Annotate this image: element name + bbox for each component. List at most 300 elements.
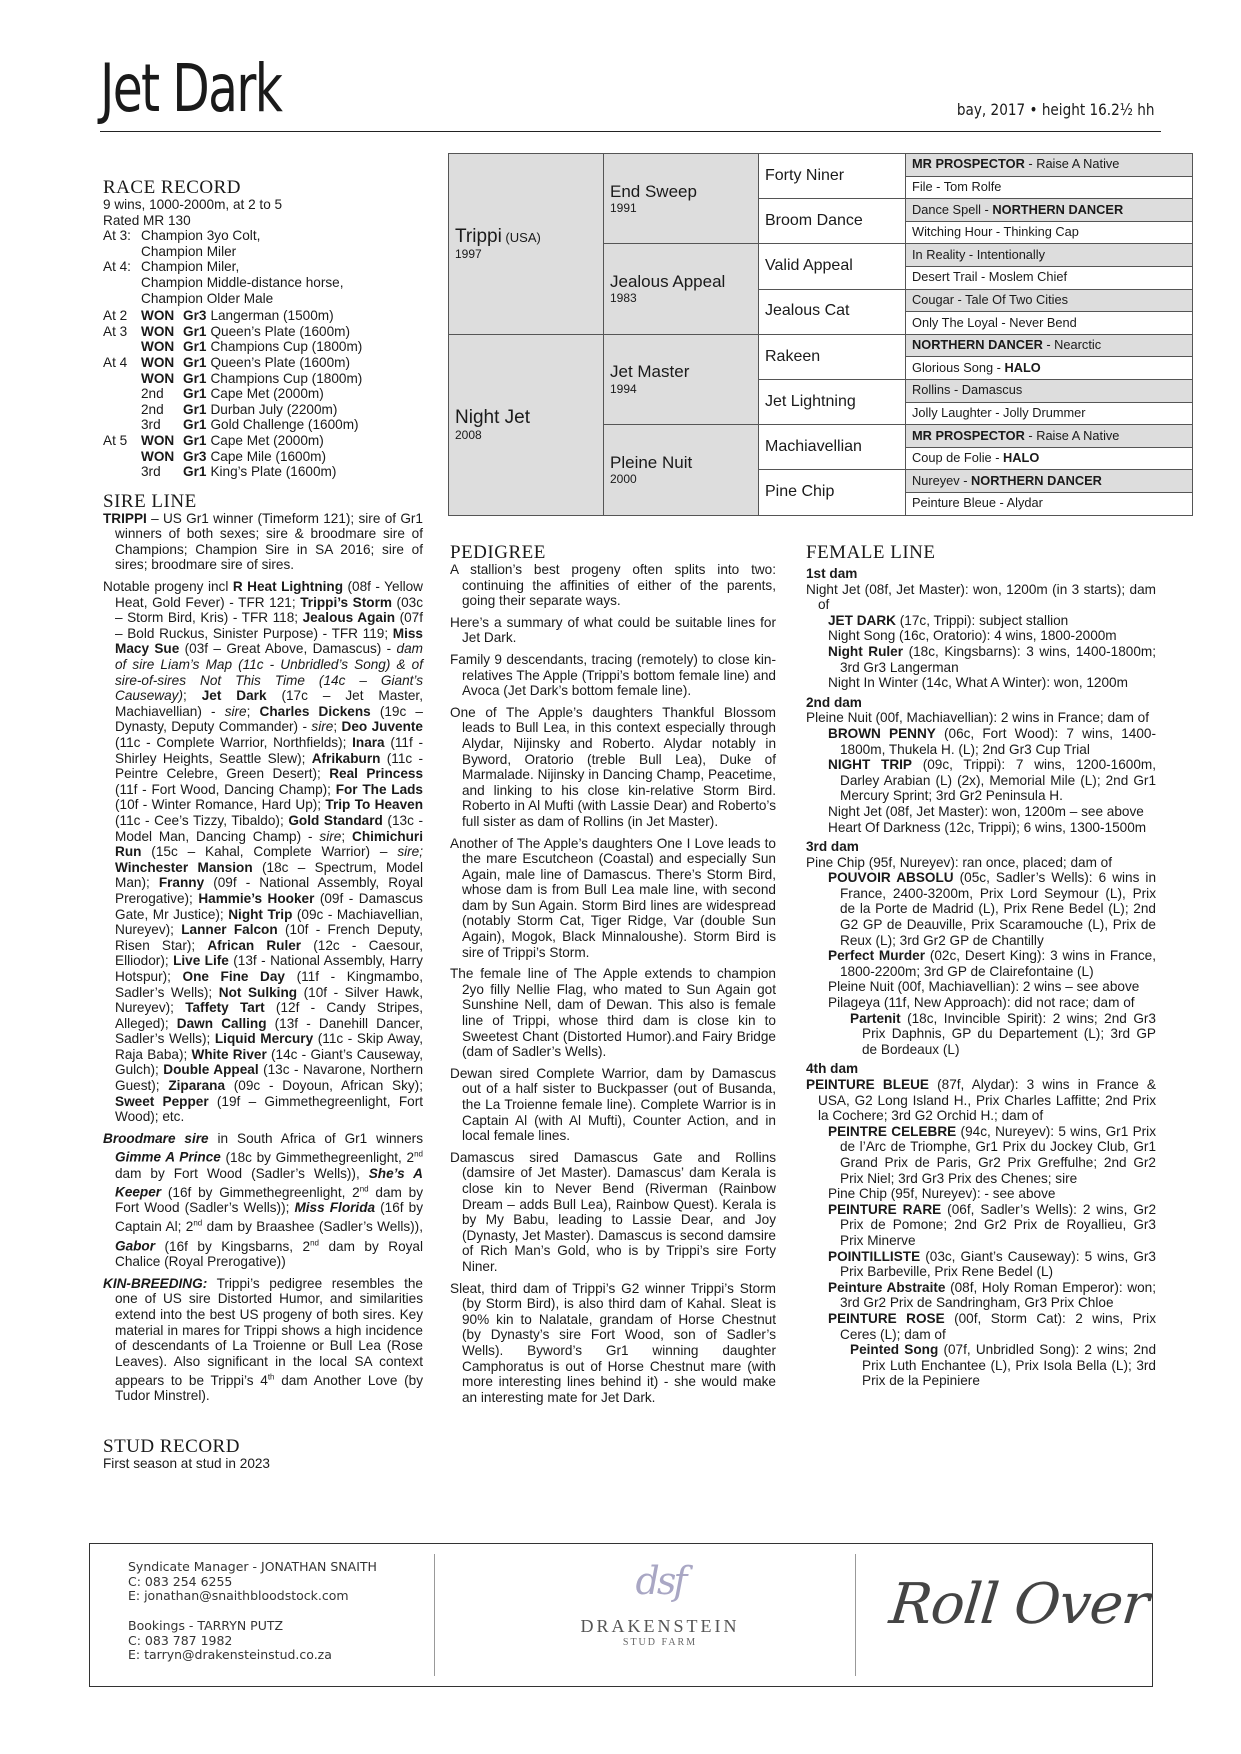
female-line-entry <box>806 757 1156 804</box>
female-line-heading: FEMALE LINE <box>806 542 936 563</box>
text-run: Trip To Heaven <box>325 797 423 813</box>
text-run: (13f - National Assembly, Harry Hotspur); <box>115 953 423 984</box>
grandparent-name: Jealous Appeal <box>610 271 726 291</box>
ancestor-cell <box>906 289 1193 312</box>
text-run: (06c, Fort Wood): 7 wins, 1400-1800m, Thukela H. (L); 2nd Gr3 Cup Trial <box>840 725 1156 757</box>
ancestor-cell <box>906 154 1193 177</box>
championships <box>103 228 423 306</box>
footer-divider <box>855 1554 856 1676</box>
great-grandparent-cell: Machiavellian <box>759 425 906 470</box>
race-result: WON <box>141 339 175 355</box>
text-run: Heart Of Darkness (12c, Trippi); 6 wins, 1300-1500m <box>828 819 1147 835</box>
text-run: Chimichuri Run <box>115 828 423 860</box>
logo-monogram: dsf <box>635 1559 685 1603</box>
text-run: (10f - French Deputy, Risen Star); <box>115 922 423 953</box>
text-run: (18c, Invincible Spirit): 2 wins; 2nd Gr3 Prix Daphnis, GP du Departement (L); 3rd GP de Bordeaux (L) <box>862 1010 1156 1057</box>
text-run: ; <box>333 719 342 735</box>
text-run: ; <box>183 688 202 704</box>
text-run: (11f - Fort Wood, Dancing Champ); <box>115 781 336 797</box>
race-row <box>103 386 423 402</box>
championship-row <box>103 291 423 307</box>
text-run: Real Princess <box>329 766 424 782</box>
age-label: At 4: <box>103 259 131 275</box>
sire-summary: – US Gr1 winner (Timeform 121); sire of Gr1 winners of both sexes; sire & broodmare sire of Champions; Champion Sire in SA 2016; sire of sires; broodmare sire of sires. <box>115 510 423 573</box>
roll-over-signature: Roll Over <box>886 1572 1152 1637</box>
pedigree-paragraph: The female line of The Apple extends to champion 2yo filly Nellie Flag, who mated to Sun Again got Sunshine Nell, dam of Dewan. This also is female line of Trippi, whose third dam is close kin to Sweetest Chant (Distorted Humor).and Fairy Bridge (dam of Sadler’s Wells). <box>450 966 776 1060</box>
text-run: Night Ruler <box>828 643 904 659</box>
great-grandparent-cell: Broom Dance <box>759 199 906 244</box>
text-run: ; <box>246 703 260 719</box>
age-label <box>103 291 141 307</box>
text-run: sire; <box>397 844 423 860</box>
pedigree-paragraph: A stallion’s best progeny often splits into two: continuing the affinities of either of the parents, going their separate ways. <box>450 562 776 609</box>
race-row <box>103 464 423 480</box>
female-line-entry <box>806 1342 1156 1389</box>
text-run: Taffety Tart <box>185 1000 265 1016</box>
text-run: (11c - Complete Warrior, Northfields); <box>115 735 353 750</box>
sire-name: TRIPPI <box>103 510 147 526</box>
ancestor-cell <box>906 492 1193 515</box>
text-run: (18c – Spectrum, Model Man); <box>115 859 423 891</box>
text-run: KIN-BREEDING: <box>103 1275 208 1291</box>
text-run: Peinted Song <box>850 1342 939 1358</box>
text-run: (87f, Alydar): 3 wins in France & USA, G2 Long Island H., Prix Charles Laffitte; 2nd Prix la Cochere; 3rd G2 Orchid H.; dam of <box>818 1077 1156 1124</box>
race-result: 3rd <box>141 464 161 480</box>
race-result: 2nd <box>141 386 164 402</box>
female-line-entry <box>806 1249 1156 1280</box>
championship-row <box>103 244 423 260</box>
bookings-contact <box>128 1619 332 1663</box>
ancestor-text: File - Tom Rolfe <box>912 179 1002 195</box>
ancestor-text: Desert Trail - Moslem Chief <box>912 269 1068 285</box>
text-run: JET DARK <box>828 612 896 628</box>
text-run: Winchester Mansion <box>115 859 253 875</box>
female-line-entry <box>806 1077 1156 1124</box>
ancestor-text: NORTHERN DANCER <box>992 201 1124 217</box>
text-run: (03f – Great Above, Damascus) - <box>179 641 397 657</box>
grandparent-cell <box>604 425 759 515</box>
text-run: (11c - Peintre Celebre, Green Desert); <box>115 750 423 782</box>
race-name: Cape Met (2000m) <box>210 432 324 448</box>
race-name: Durban July (2200m) <box>210 401 338 417</box>
text-run: Not Sulking <box>218 984 298 1000</box>
female-line-entry <box>806 726 1156 757</box>
championship-text: Champion Miler, <box>141 259 240 275</box>
text-run: Partenit <box>850 1010 901 1026</box>
ancestor-cell <box>906 312 1193 335</box>
female-line-entry <box>806 855 1156 871</box>
text-run: (07f – Bold Ruckus, Sinister Purpose) - TFR 119; <box>115 610 423 641</box>
race-name: Cape Met (2000m) <box>210 386 324 402</box>
championship-text: Champion Older Male <box>141 290 274 306</box>
text-run: (00f, Storm Cat): 2 wins, Prix Ceres (L); dam of <box>840 1310 1156 1342</box>
female-line-entry <box>806 979 1156 995</box>
text-run: Gabor <box>115 1238 156 1254</box>
text-run: Night Trip <box>228 906 293 922</box>
text-run: POINTILLISTE <box>828 1248 921 1264</box>
text-run: Pleine Nuit (00f, Machiavellian): 2 wins – see above <box>828 979 1140 995</box>
text-run: (03c – Storm Bird, Kris) - TFR 118; <box>115 594 423 626</box>
age-label: At 3 <box>103 323 128 339</box>
text-run: (13c - Model Man, Dancing Champ) - <box>115 812 423 844</box>
text-run: (12f - Candy Stripes, Alleged); <box>115 1000 424 1031</box>
race-grade: Gr1 <box>183 432 207 448</box>
ancestor-cell <box>906 402 1193 425</box>
race-grade: Gr1 <box>183 354 207 370</box>
sire-line <box>103 511 423 1404</box>
text-run: African Ruler <box>207 937 302 953</box>
syndicate-phone: C: 083 254 6255 <box>128 1573 233 1589</box>
race-row <box>103 449 423 465</box>
notable-progeny <box>103 579 423 1125</box>
text-run: (02c, Desert King): 3 wins in France, 1800-2200m; 3rd GP de Clairefontaine (L) <box>840 948 1156 979</box>
sire-cell <box>449 154 604 335</box>
text-run: Night In Winter (14c, What A Winter): won, 1200m <box>828 675 1128 691</box>
text-run: Hammie’s Hooker <box>198 890 315 906</box>
female-line-entry <box>806 582 1156 613</box>
grandparent-cell <box>604 154 759 244</box>
race-row <box>103 339 423 355</box>
ancestor-cell <box>906 425 1193 448</box>
text-run: (10f - Silver Hawk, Nureyev); <box>115 984 423 1016</box>
championship-text: Champion Middle-distance horse, <box>141 274 344 290</box>
text-run: (09c, Trippi): 7 wins, 1200-1600m, Darley Arabian (L) (2x), Memorial Mile (L); 2nd Gr1 Mercury Sprint; 3rd Gr2 Peninsula H. <box>840 757 1156 804</box>
female-line-entry <box>806 675 1156 691</box>
race-name: Queen’s Plate (1600m) <box>210 323 350 339</box>
ancestor-cell <box>906 244 1193 267</box>
race-row <box>103 324 423 340</box>
text-run: PEINTURE BLEUE <box>806 1077 929 1092</box>
pedigree-notes-text <box>450 562 776 1405</box>
pedigree-paragraph: Another of The Apple’s daughters One I Love leads to the mare Escutcheon (Coastal) and especially Sun Again, male line of Damascus. There’s Storm Bird, whose dam is from Bull Lea male line, with second dam by Sun Again. Storm Bird lines are widespread (notably Storm Cat, Tiger Ridge, Var (double Sun Again), Mogok, Black Minnaloushe). Storm Bird is sire of Trippi’s Storm. <box>450 835 776 960</box>
text-run: Jet Dark <box>201 688 267 704</box>
text-run: Lanner Falcon <box>181 922 278 938</box>
race-result: WON <box>141 323 175 339</box>
race-row <box>103 371 423 387</box>
text-run: (13f - Danehill Dancer, Sadler’s Wells); <box>115 1015 423 1047</box>
championship-row <box>103 275 423 291</box>
text-run: (19c – Dynasty, Deputy Commander) - <box>115 703 423 735</box>
sire-line-heading: SIRE LINE <box>103 490 197 512</box>
foaling-year: 2000 <box>610 472 637 487</box>
footer-divider <box>434 1554 435 1676</box>
text-run: Ziparana <box>168 1078 226 1094</box>
female-line-entry <box>806 1011 1156 1058</box>
ancestor-cell <box>906 379 1193 402</box>
text-run: (11c - Cee’s Tizzy, Tibaldo); <box>115 812 289 828</box>
race-list <box>103 308 423 480</box>
horse-details: bay, 2017 • height 16.2½ hh <box>957 100 1155 119</box>
text-run: dam of sire Liam’s Map (11c - Unbridled’s Song) & of sire-of-sires Not This Time (14c – Giant’s Causeway) <box>115 641 423 704</box>
female-line-entry <box>806 1311 1156 1342</box>
ancestor-text: MR PROSPECTOR <box>912 427 1025 443</box>
text-run: NIGHT TRIP <box>828 757 912 773</box>
race-name: Champions Cup (1800m) <box>210 370 363 386</box>
age-label <box>103 275 141 291</box>
race-record <box>103 197 423 480</box>
page-title: Jet Dark <box>100 50 282 127</box>
ancestor-text: - Raise A Native <box>1024 156 1120 172</box>
race-record-line: 9 wins, 1000-2000m, at 2 to 5 <box>103 197 283 212</box>
text-run: One Fine Day <box>182 968 285 984</box>
broodmare-sire <box>103 1131 423 1270</box>
sire-origin: (USA) <box>501 230 541 246</box>
footer <box>89 1543 1153 1687</box>
ancestor-text: Jolly Laughter - Jolly Drummer <box>912 404 1086 420</box>
text-run: Jealous Again <box>302 610 396 626</box>
ancestor-cell <box>906 334 1193 357</box>
text-run: Perfect Murder <box>828 948 925 964</box>
great-grandparent-cell: Valid Appeal <box>759 244 906 289</box>
pedigree-row <box>449 334 1193 357</box>
pedigree-paragraph: Here’s a summary of what could be suitable lines for Jet Dark. <box>450 614 776 646</box>
female-line-entry <box>806 1202 1156 1249</box>
text-run: (11f - Kingmambo, Sadler’s Wells); <box>115 968 424 1000</box>
text-run: sire <box>224 703 247 719</box>
age-label <box>103 417 141 433</box>
text-run: Gimme A Prince <box>115 1149 221 1165</box>
text-run: White River <box>191 1046 267 1062</box>
pedigree-row <box>449 154 1193 177</box>
ancestor-cell <box>906 447 1193 470</box>
race-result: 3rd <box>141 417 161 433</box>
text-run: Night Jet (08f, Jet Master): won, 1200m – see above <box>828 803 1144 819</box>
championship-row <box>103 228 423 244</box>
female-line-entry <box>806 628 1156 644</box>
text-run: Miss Macy Sue <box>115 625 423 657</box>
text-run: BROWN PENNY <box>828 725 936 741</box>
text-run: (08f, Holy Roman Emperor): won; 3rd Gr2 Prix de Sandringham, Gr3 Prix Chloe <box>840 1279 1156 1311</box>
dam-generation-label: 3rd dam <box>806 839 859 855</box>
ancestor-text: Dance Spell - <box>912 201 993 217</box>
age-label <box>103 464 141 480</box>
race-result: WON <box>141 308 175 324</box>
text-run: (14c - Giant’s Causeway, Gulch); <box>115 1046 423 1078</box>
text-run: (09c - Doyoun, African Sky); <box>225 1078 423 1094</box>
text-run: She’s A Keeper <box>115 1165 423 1200</box>
female-line-entry <box>806 820 1156 836</box>
text-run: Sweet Pepper <box>115 1093 209 1109</box>
text-run: (13c - Navarone, Northern Guest); <box>115 1062 424 1094</box>
grandparent-name: Pleine Nuit <box>610 452 693 472</box>
foaling-year: 1994 <box>610 381 637 396</box>
text-run: PEINTURE ROSE <box>828 1310 945 1326</box>
grandparent-cell <box>604 244 759 334</box>
pedigree-paragraph: Dewan sired Complete Warrior, dam by Damascus out of a half sister to Buckpasser (out of Busanda, the La Troienne female line). Complete Warrior is in Captain Al (with Al Mufti), Counter Action, and in local female lines. <box>450 1065 776 1144</box>
text-run: PEINTRE CELEBRE <box>828 1123 957 1139</box>
ancestor-text: In Reality - Intentionally <box>912 246 1046 262</box>
pedigree-paragraph: One of The Apple’s daughters Thankful Blossom leads to Bull Lea, in this context especially through Alydar, Nijinsky and Roberto. Alydar notably in Byword, Oratorio (treble Bull Lea), Duke of Marmalade. Nijinsky in Dancing Champ, Peacetime, and linking to his close kin-relative Storm Bird. Roberto in Al Mufti (with Lassie Dear) and Roberto’s full sister as dam of Rollins (in Jet Master). <box>450 704 776 829</box>
bookings-email[interactable]: E: tarryn@drakensteinstud.co.za <box>128 1647 332 1662</box>
text-run: Pine Chip (95f, Nureyev): ran once, placed; dam of <box>806 854 1113 870</box>
ancestor-text: Rollins - Damascus <box>912 382 1023 398</box>
race-result: WON <box>141 370 175 386</box>
ancestor-text: Only The Loyal - Never Bend <box>912 314 1077 330</box>
age-label: At 4 <box>103 354 128 370</box>
race-row <box>103 417 423 433</box>
race-grade: Gr1 <box>183 339 207 355</box>
race-name: Cape Mile (1600m) <box>210 448 327 464</box>
text-run: (18c, Kingsbarns): 3 wins, 1400-1800m; 3rd Gr3 Langerman <box>840 643 1156 675</box>
text-run: (06f, Sadler’s Wells): 2 wins, Gr2 Prix de Pomone; 2nd Gr2 Prix de Royallieu, Gr3 Prix Minerve <box>840 1201 1156 1248</box>
race-record-line: Rated MR 130 <box>103 212 191 228</box>
female-line-text <box>806 566 1156 1389</box>
text-run: Pine Chip (95f, Nureyev): - see above <box>828 1186 1056 1202</box>
female-line-entry <box>806 710 1156 726</box>
great-grandparent-cell: Pine Chip <box>759 470 906 515</box>
text-run: ; <box>341 828 352 844</box>
dam-name: Night Jet <box>455 406 530 428</box>
age-label <box>103 244 141 260</box>
race-grade: Gr3 <box>183 308 207 324</box>
text-run: (08f - Yellow Heat, Gold Fever) - TFR 121; <box>115 579 423 610</box>
ancestor-text: NORTHERN DANCER <box>912 337 1043 353</box>
text-run: (07f, Unbridled Song): 2 wins; 2nd Prix Luth Enchantee (L), Prix Isola Bella (L); 3rd Prix de la Pepiniere <box>862 1342 1156 1389</box>
grandparent-name: Jet Master <box>610 362 690 382</box>
female-line-entry <box>806 1186 1156 1202</box>
pedigree-paragraph: Sleat, third dam of Trippi’s G2 winner Trippi’s Storm (by Storm Bird), is also third dam of Kahal. Sleat is 90% kin to Nalatale, grandam of Horse Chestnut (by Dynasty’s sire Fort Wood, son of Sadler’s Wells). Byword’s Gr1 winning daughter Camphoratus is out of Horse Chestnut mare (with more interesting lines behind it) - she would make an interesting mate for Jet Dark. <box>450 1280 776 1405</box>
ancestor-text: Witching Hour - Thinking Cap <box>912 224 1079 240</box>
text-run: For The Lads <box>335 781 423 797</box>
text-run: in South Africa of Gr1 winners <box>208 1130 423 1146</box>
text-run: (16f by Captain Al; 2nd dam by Braashee (Sadler’s Wells)), <box>115 1200 424 1235</box>
text-run: Gold Standard <box>288 812 383 828</box>
ancestor-text: - Nearctic <box>1042 337 1102 353</box>
text-run: (09c - Machiavellian, Nureyev); <box>115 906 423 938</box>
text-run: Pilageya (11f, New Approach): did not race; dam of <box>828 995 1135 1011</box>
great-grandparent-cell: Rakeen <box>759 334 906 379</box>
championship-text: Champion 3yo Colt, <box>141 228 261 244</box>
text-run: Inara <box>352 735 385 750</box>
text-run: (17c, Trippi): subject stallion <box>895 612 1069 628</box>
text-run: (09f - Damascus Gate, Mr Justice); <box>115 890 423 922</box>
ancestor-cell <box>906 266 1193 289</box>
pedigree-paragraph: Damascus sired Damascus Gate and Rollins (damsire of Jet Master). Damascus’ dam Kerala is close kin to Never Bend (Riverman (Rainbow Dream – adds Bull Lea), Rainbow Quest). Kerala is by My Babu, leading to Lassie Dear, and Joy (Dynasty, Jet Master). Damascus is second damsire of Rich Man’s Gold, who is by Trippi’s sire Forty Niner. <box>450 1149 776 1274</box>
bookings-phone: C: 083 787 1982 <box>128 1632 233 1648</box>
logo-subtitle: STUD FARM <box>622 1637 698 1648</box>
text-run: Deo Juvente <box>341 719 423 735</box>
race-name: Langerman (1500m) <box>210 308 334 324</box>
race-result: WON <box>141 432 175 448</box>
stud-record-heading: STUD RECORD <box>103 1436 240 1457</box>
text-run: sire <box>311 719 334 735</box>
great-grandparent-cell: Jealous Cat <box>759 289 906 334</box>
ancestor-cell <box>906 470 1193 493</box>
ancestor-text: NORTHERN DANCER <box>971 472 1102 488</box>
ancestor-cell <box>906 221 1193 244</box>
text-run: (16f by Gimmethegreenlight, 2nd dam by Fort Wood (Sadler’s Wells)); <box>115 1184 423 1216</box>
text-run: (09f - National Assembly, Royal Prerogative); <box>115 875 424 906</box>
foaling-year: 1997 <box>455 246 482 261</box>
championship-text: Champion Miler <box>141 243 237 259</box>
ancestor-cell <box>906 357 1193 380</box>
great-grandparent-cell: Forty Niner <box>759 154 906 199</box>
race-grade: Gr1 <box>183 417 207 433</box>
text-run: (15c – Kahal, Complete Warrior) – <box>141 844 398 860</box>
race-result: WON <box>141 354 175 370</box>
drakenstein-logo <box>540 1558 780 1648</box>
ancestor-text: Peinture Bleue - Alydar <box>912 495 1043 511</box>
race-result: 2nd <box>141 401 164 417</box>
text-run: Notable progeny incl <box>103 579 233 595</box>
logo-name: DRAKENSTEIN <box>580 1616 740 1636</box>
race-record-heading: RACE RECORD <box>103 177 241 198</box>
race-grade: Gr1 <box>183 464 207 480</box>
text-run: Trippi’s pedigree resembles the one of US sire Distorted Humor, and similarities extend into the best US progeny of both sires. Key material in mares for Trippi shows a high incidence of descendants of La Troienne or Bull Lea (Rose Leaves). Also significant in the local SA context appears to be Trippi’s 4th dam Another Love (by Tudor Minstrel). <box>115 1275 424 1404</box>
pedigree-paragraph: Family 9 descendants, tracing (remotely) to close kin-relatives The Apple (Trippi’s bottom female line) and Avoca (Jet Dark’s bottom female line). <box>450 651 776 699</box>
race-row <box>103 355 423 371</box>
age-label <box>103 386 141 402</box>
dam-generation-label: 2nd dam <box>806 694 862 710</box>
pedigree-notes <box>450 543 776 1411</box>
female-line-entry <box>806 644 1156 675</box>
race-grade: Gr1 <box>183 401 207 417</box>
syndicate-contact <box>128 1560 377 1604</box>
female-line-entry <box>806 995 1156 1011</box>
text-run: (11c - Skip Away, Raja Baba); <box>115 1031 423 1062</box>
left-column <box>103 178 423 1410</box>
header-divider <box>100 131 1161 132</box>
ancestor-text: MR PROSPECTOR <box>912 156 1025 172</box>
text-run: Double Appeal <box>163 1062 259 1078</box>
text-run: POUVOIR ABSOLU <box>828 870 954 886</box>
text-run: Miss Florida <box>294 1200 376 1216</box>
female-line-entry <box>806 804 1156 820</box>
ancestor-cell <box>906 176 1193 199</box>
age-label <box>103 371 141 387</box>
race-result: WON <box>141 448 175 464</box>
text-run: Pleine Nuit (00f, Machiavellian): 2 wins in France; dam of <box>806 710 1150 726</box>
text-run: Night Jet (08f, Jet Master): won, 1200m (in 3 starts); dam of <box>806 581 1156 613</box>
text-run: (03c, Giant’s Causeway): 5 wins, Gr3 Prix Barbeville, Prix Rene Bedel (L) <box>840 1248 1156 1280</box>
stud-record-text: First season at stud in 2023 <box>103 1456 270 1471</box>
text-run: (94c, Nureyev): 5 wins, Gr1 Prix de l’Arc de Triomphe, Gr1 Prix du Jockey Club, Gr1 Grand Prix de Paris, Gr2 Prix Greffulhe; 2nd Gr2 Prix Niel; 3rd Gr3 Prix des Chenes; sire <box>840 1123 1156 1186</box>
championship-row <box>103 259 423 275</box>
ancestor-text: HALO <box>1003 450 1040 466</box>
syndicate-email[interactable]: E: jonathan@snaithbloodstock.com <box>128 1588 349 1603</box>
text-run: Afrikaburn <box>311 750 381 766</box>
pedigree-table <box>448 153 1193 516</box>
age-label: At 2 <box>103 308 128 324</box>
race-name: Champions Cup (1800m) <box>210 339 363 355</box>
sire-name: Trippi <box>455 226 502 248</box>
grandparent-cell <box>604 334 759 424</box>
bookings-manager: Bookings - TARRYN PUTZ <box>128 1618 284 1633</box>
text-run: (05c, Sadler’s Wells): 6 wins in France, 2400-3200m, Prix Lord Seymour (L), Prix de la Porte de Madrid (L), Prix Rene Bedel (L); 2nd G2 GP de Deauville, Prix Scaramouche (L), Prix de Reux (L); 3rd Gr2 GP de Chantilly <box>840 870 1157 948</box>
text-run: Live Life <box>173 953 229 969</box>
stud-record <box>103 1437 423 1472</box>
race-name: Gold Challenge (1600m) <box>210 417 359 433</box>
race-row <box>103 402 423 418</box>
great-grandparent-cell: Jet Lightning <box>759 379 906 424</box>
text-run: Charles Dickens <box>259 703 371 719</box>
female-line-entry <box>806 1280 1156 1311</box>
race-name: King’s Plate (1600m) <box>210 464 337 480</box>
female-line-entry <box>806 1124 1156 1186</box>
race-grade: Gr1 <box>183 323 207 339</box>
ancestor-text: - Raise A Native <box>1024 427 1120 443</box>
foaling-year: 2008 <box>455 427 482 442</box>
text-run: (17c – Jet Master, Machiavellian) - <box>115 688 423 719</box>
age-label: At 3: <box>103 228 131 244</box>
female-line-entry <box>806 948 1156 979</box>
age-label <box>103 402 141 418</box>
age-label: At 5 <box>103 432 128 448</box>
race-row <box>103 433 423 449</box>
dam-generation-label: 4th dam <box>806 1061 859 1077</box>
ancestor-cell <box>906 199 1193 222</box>
pedigree-heading: PEDIGREE <box>450 542 546 563</box>
